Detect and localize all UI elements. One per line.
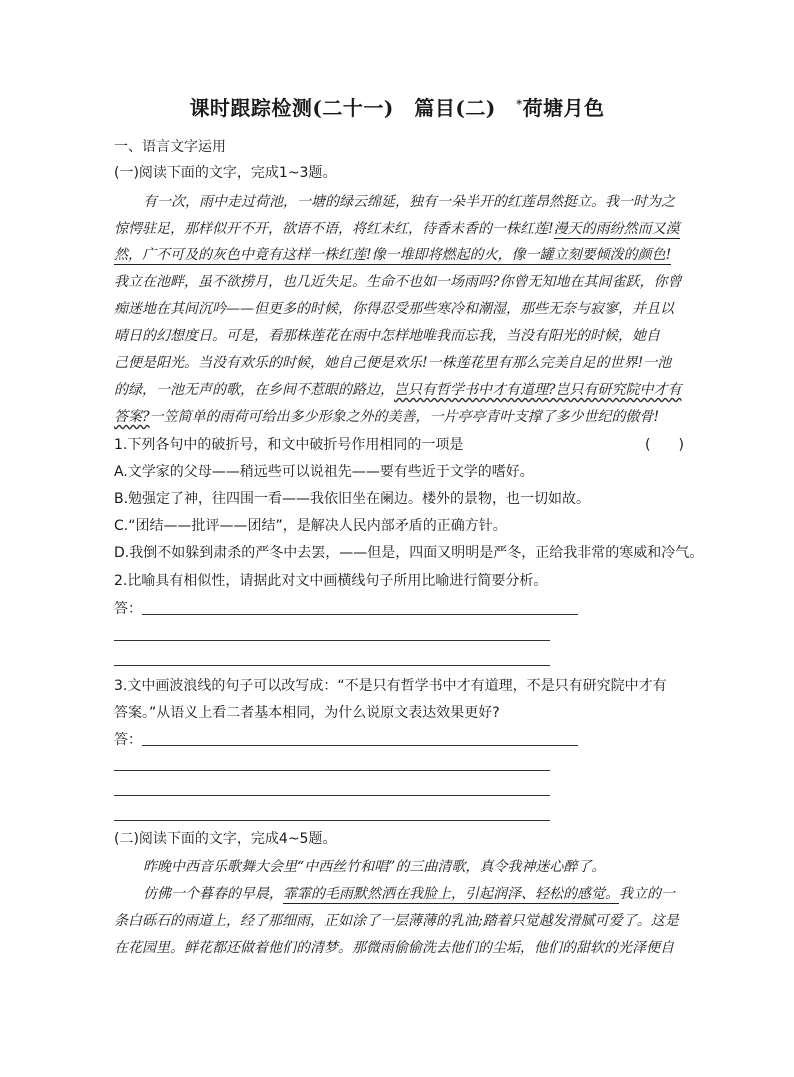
- q2-answer-line[interactable]: [114, 665, 550, 666]
- passage1-line: [114, 246, 671, 264]
- passage1-text: 的绿，一池无声的歌，在乡间不惹眼的路边，: [114, 382, 394, 398]
- straight-underlined-sentence: 霏霏的毛雨默然洒在我脸上，引起润泽、轻松的感觉。: [283, 886, 619, 902]
- passage1-line: 痴迷地在其间沉吟——但更多的时候，你得忍受那些寒冷和潮湿，那些无奈与寂寥，并且以: [114, 301, 674, 317]
- q2-answer-line[interactable]: [142, 614, 578, 615]
- q3-answer-line[interactable]: [114, 820, 550, 821]
- passage2-line: 在花园里。鲜花都还做着他们的清梦。那微雨偷偷洗去他们的尘垢，他们的甜软的光泽便自: [114, 940, 674, 956]
- page-title: [0, 92, 794, 121]
- q3-answer-line[interactable]: [114, 770, 550, 771]
- passage1-line: 己便是阳光。当没有欢乐的时候，她自己便是欢乐!一株莲花里有那么完美自足的世界!一池: [114, 355, 672, 371]
- passage1-line: 我立在池畔，虽不欲捞月，也几近失足。生命不也如一场雨吗?你曾无知地在其间雀跃，你曾: [114, 274, 682, 290]
- part1-intro: (一)阅读下面的文字，完成1~3题。: [114, 165, 337, 181]
- q3-answer-label: 答：: [114, 732, 142, 748]
- q1-option-a: A.文学家的父母——稍远些可以说祖先——要有些近于文学的嗜好。: [114, 464, 534, 480]
- q3-stem-line: 3.文中画波浪线的句子可以改写成：“不是只有哲学书中才有道理，不是只有研究院中才有: [114, 678, 667, 694]
- passage2-text: 我立的一: [619, 886, 675, 902]
- passage1-line: [114, 381, 682, 399]
- q3-stem-line: 答案。”从语义上看二者基本相同，为什么说原文表达效果更好?: [114, 705, 500, 721]
- q2-stem: 2.比喻具有相似性，请据此对文中画横线句子所用比喻进行简要分析。: [114, 573, 548, 589]
- passage2-line: [143, 885, 675, 903]
- passage1-line: 有一次，雨中走过荷池，一塘的绿云绵延，独有一朵半开的红莲昂然挺立。我一时为之: [143, 194, 675, 210]
- q3-answer-line[interactable]: [142, 745, 578, 746]
- title-name: 荷塘月色: [522, 96, 605, 120]
- passage1-line: 晴日的幻想度日。可是，看那株莲花在雨中怎样地唯我而忘我，当没有阳光的时候，她自: [114, 328, 660, 344]
- section-heading: 一、语言文字运用: [114, 139, 226, 155]
- q2-answer-line[interactable]: [114, 640, 550, 641]
- passage2-line: 条白砾石的雨道上，经了那细雨，正如涂了一层薄薄的乳油;踏着只觉越发滑腻可爱了。这是: [114, 913, 679, 929]
- q1-option-b: B.勉强定了神，往四围一看——我依旧坐在阑边。楼外的景物，也一切如故。: [114, 491, 591, 507]
- title-main: 课时跟踪检测(二十一) 篇目(二): [189, 96, 517, 120]
- passage1-text: 惊愕驻足，那样似开不开，欲语不语，将红未红，待香未香的一株红莲!: [114, 221, 554, 237]
- part2-intro: (二)阅读下面的文字，完成4~5题。: [114, 831, 337, 847]
- q1-stem: 1.下列各句中的破折号，和文中破折号作用相同的一项是: [114, 437, 464, 453]
- q3-answer-line[interactable]: [114, 795, 550, 796]
- q1-answer-paren: ( ): [645, 437, 684, 453]
- straight-underlined-sentence: 漫天的雨纷然而又漠: [553, 221, 680, 237]
- wavy-underlined-sentence: 岂只有哲学书中才有道理?岂只有研究院中才有: [394, 382, 682, 398]
- wavy-underlined-sentence: 答案?: [114, 409, 150, 425]
- passage1-line: [114, 220, 680, 238]
- passage1-text: 一笠简单的雨荷可给出多少形象之外的美善，一片亭亭青叶支撑了多少世纪的傲骨!: [149, 409, 660, 425]
- q1-option-d: D.我倒不如躲到肃杀的严冬中去罢，——但是，四面又明明是严冬，正给我非常的寒威和冷气。: [114, 545, 704, 561]
- passage2-text: 仿佛一个暮春的早晨，: [143, 886, 283, 902]
- passage1-line: [114, 408, 659, 426]
- q2-answer-label: 答：: [114, 601, 142, 617]
- title-star: *: [516, 97, 523, 111]
- passage2-line: 昨晚中西音乐歌舞大会里“中西丝竹和唱”的三曲清歌，真令我神迷心醉了。: [143, 859, 606, 875]
- q1-option-c: C.“团结——批评——团结”，是解决人民内部矛盾的正确方针。: [114, 518, 507, 534]
- straight-underlined-sentence: 然，广不可及的灰色中竟有这样一株红莲!像一堆即将燃起的火，像一罐立刻要倾泼的颜色!: [114, 247, 672, 263]
